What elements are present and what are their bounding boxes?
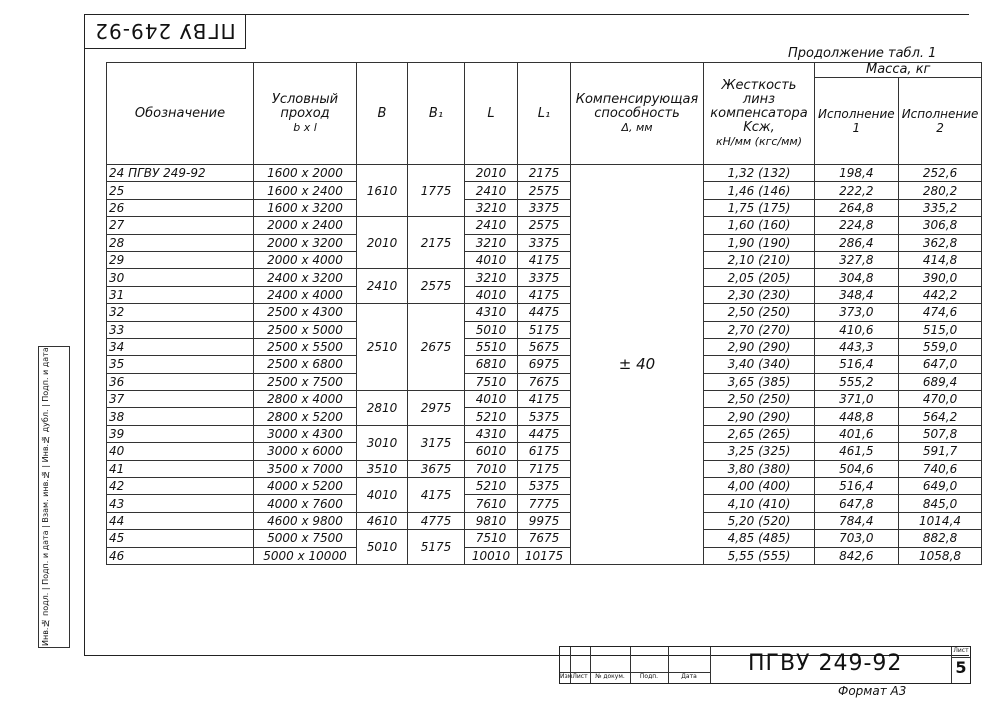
mass-v1-cell: 842,6 (815, 547, 899, 564)
title-block-labels (560, 672, 710, 683)
table-row (107, 547, 982, 564)
mass-v1-cell: 224,8 (815, 217, 899, 234)
designation-cell: 24 ПГВУ 249-92 (107, 165, 254, 182)
l-cell: 2010 (465, 165, 518, 182)
sheet-number: 5 (955, 658, 967, 677)
l-cell: 7510 (465, 530, 518, 547)
designation-cell: 31 (107, 286, 254, 303)
col-l: L (465, 63, 518, 165)
mass-v2-cell: 649,0 (898, 478, 982, 495)
mass-v2-cell: 845,0 (898, 495, 982, 512)
mass-v1-cell: 448,8 (815, 408, 899, 425)
stiffness-cell: 2,50 (250) (704, 391, 815, 408)
passage-cell: 2000 x 3200 (254, 234, 357, 251)
continuation-label: Продолжение табл. 1 (788, 46, 937, 61)
table-row (107, 512, 982, 529)
table-row (107, 338, 982, 355)
col-mass-v2: Исполнение 2 (898, 78, 982, 165)
designation-cell: 42 (107, 478, 254, 495)
mass-v2-cell: 470,0 (898, 391, 982, 408)
b1-cell: 2975 (408, 391, 465, 426)
b1-cell: 1775 (408, 165, 465, 217)
mass-v1-cell: 264,8 (815, 199, 899, 216)
stiffness-cell: 1,46 (146) (704, 182, 815, 199)
col-b: B (357, 63, 408, 165)
table-row (107, 165, 982, 182)
mass-v1-cell: 504,6 (815, 460, 899, 477)
l1-cell: 2175 (518, 165, 571, 182)
sheet-cell: Лист 5 (951, 647, 970, 683)
stiffness-cell: 2,05 (205) (704, 269, 815, 286)
col-b1: B₁ (408, 63, 465, 165)
col-l1: L₁ (518, 63, 571, 165)
mass-v2-cell: 507,8 (898, 425, 982, 442)
l-cell: 7510 (465, 373, 518, 390)
passage-cell: 2500 x 7500 (254, 373, 357, 390)
designation-cell: 46 (107, 547, 254, 564)
designation-cell: 33 (107, 321, 254, 338)
l1-cell: 4475 (518, 425, 571, 442)
stiffness-cell: 1,32 (132) (704, 165, 815, 182)
passage-cell: 2500 x 5500 (254, 338, 357, 355)
stamp-code: ПГВУ 249-92 (94, 19, 236, 43)
passage-cell: 3000 x 6000 (254, 443, 357, 460)
l1-cell: 3375 (518, 234, 571, 251)
b-cell: 2410 (357, 269, 408, 304)
passage-cell: 2500 x 6800 (254, 356, 357, 373)
stiffness-cell: 4,00 (400) (704, 478, 815, 495)
stiffness-cell: 4,85 (485) (704, 530, 815, 547)
mass-v2-cell: 689,4 (898, 373, 982, 390)
l1-cell: 4175 (518, 391, 571, 408)
mass-v1-cell: 373,0 (815, 304, 899, 321)
stiffness-cell: 3,80 (380) (704, 460, 815, 477)
mass-v2-cell: 515,0 (898, 321, 982, 338)
mass-v2-cell: 335,2 (898, 199, 982, 216)
table-row (107, 478, 982, 495)
designation-cell: 27 (107, 217, 254, 234)
l-cell: 3210 (465, 199, 518, 216)
b-cell: 5010 (357, 530, 408, 565)
passage-cell: 3000 x 4300 (254, 425, 357, 442)
stiffness-cell: 2,65 (265) (704, 425, 815, 442)
designation-cell: 40 (107, 443, 254, 460)
designation-cell: 25 (107, 182, 254, 199)
title-block-label: Лист (572, 673, 588, 680)
stiffness-cell: 1,90 (190) (704, 234, 815, 251)
l-cell: 9810 (465, 512, 518, 529)
mass-v2-cell: 362,8 (898, 234, 982, 251)
l-cell: 3210 (465, 269, 518, 286)
table-row (107, 286, 982, 303)
table-row (107, 217, 982, 234)
b1-cell: 4175 (408, 478, 465, 513)
b-cell: 4010 (357, 478, 408, 513)
mass-v2-cell: 474,6 (898, 304, 982, 321)
title-block-label: Подп. (639, 673, 659, 680)
l-cell: 7610 (465, 495, 518, 512)
l1-cell: 2575 (518, 217, 571, 234)
table-row (107, 443, 982, 460)
l-cell: 6810 (465, 356, 518, 373)
stiffness-cell: 3,65 (385) (704, 373, 815, 390)
mass-v1-cell: 304,8 (815, 269, 899, 286)
stiffness-cell: 5,20 (520) (704, 512, 815, 529)
l1-cell: 7675 (518, 373, 571, 390)
col-compensating: Компенсирующая способность Δ, мм (571, 63, 704, 165)
passage-cell: 2400 x 3200 (254, 269, 357, 286)
table-row (107, 460, 982, 477)
l-cell: 4310 (465, 304, 518, 321)
l-cell: 2410 (465, 217, 518, 234)
designation-cell: 41 (107, 460, 254, 477)
designation-cell: 37 (107, 391, 254, 408)
passage-cell: 2400 x 4000 (254, 286, 357, 303)
mass-v2-cell: 280,2 (898, 182, 982, 199)
passage-cell: 2800 x 4000 (254, 391, 357, 408)
mass-v1-cell: 443,3 (815, 338, 899, 355)
l-cell: 2410 (465, 182, 518, 199)
b-cell: 3010 (357, 425, 408, 460)
mass-v2-cell: 414,8 (898, 251, 982, 268)
l1-cell: 4175 (518, 286, 571, 303)
l-cell: 5510 (465, 338, 518, 355)
passage-cell: 4000 x 7600 (254, 495, 357, 512)
mass-v2-cell: 882,8 (898, 530, 982, 547)
passage-cell: 2500 x 4300 (254, 304, 357, 321)
table-row (107, 425, 982, 442)
table-row (107, 321, 982, 338)
stiffness-cell: 2,30 (230) (704, 286, 815, 303)
b-cell: 2810 (357, 391, 408, 426)
l-cell: 5210 (465, 408, 518, 425)
title-code: ПГВУ 249-92 (748, 651, 903, 676)
l1-cell: 4175 (518, 251, 571, 268)
table-row (107, 182, 982, 199)
mass-v2-cell: 390,0 (898, 269, 982, 286)
col-mass: Масса, кг (815, 63, 982, 78)
passage-cell: 1600 x 2000 (254, 165, 357, 182)
mass-v1-cell: 784,4 (815, 512, 899, 529)
mass-v2-cell: 306,8 (898, 217, 982, 234)
mass-v2-cell: 591,7 (898, 443, 982, 460)
b1-cell: 3675 (408, 460, 465, 477)
title-block-label: Изм (560, 673, 573, 680)
table-row (107, 356, 982, 373)
designation-cell: 39 (107, 425, 254, 442)
b-cell: 1610 (357, 165, 408, 217)
stiffness-cell: 1,75 (175) (704, 199, 815, 216)
designation-cell: 32 (107, 304, 254, 321)
table-row (107, 530, 982, 547)
designation-cell: 36 (107, 373, 254, 390)
l-cell: 3210 (465, 234, 518, 251)
mass-v1-cell: 286,4 (815, 234, 899, 251)
mass-v1-cell: 348,4 (815, 286, 899, 303)
side-stamp: Инв.№ подл. | Подп. и дата | Взам. инв.№ | Инв.№ дубл. | Подп. и дата (38, 346, 70, 648)
b1-cell: 2675 (408, 304, 465, 391)
compensating-cell: ± 40 (571, 165, 704, 565)
mass-v1-cell: 401,6 (815, 425, 899, 442)
col-designation: Обозначение (107, 63, 254, 165)
l1-cell: 3375 (518, 269, 571, 286)
l1-cell: 7675 (518, 530, 571, 547)
mass-v1-cell: 410,6 (815, 321, 899, 338)
l1-cell: 2575 (518, 182, 571, 199)
l1-cell: 6975 (518, 356, 571, 373)
l-cell: 6010 (465, 443, 518, 460)
stiffness-cell: 5,55 (555) (704, 547, 815, 564)
l-cell: 4010 (465, 251, 518, 268)
l1-cell: 9975 (518, 512, 571, 529)
table-row (107, 269, 982, 286)
mass-v1-cell: 516,4 (815, 478, 899, 495)
l1-cell: 4475 (518, 304, 571, 321)
designation-cell: 38 (107, 408, 254, 425)
l-cell: 5210 (465, 478, 518, 495)
b-cell: 2010 (357, 217, 408, 269)
designation-cell: 43 (107, 495, 254, 512)
title-block-label: № докум. (595, 673, 625, 680)
title-block-label: Дата (681, 673, 697, 680)
l1-cell: 3375 (518, 199, 571, 216)
stiffness-cell: 1,60 (160) (704, 217, 815, 234)
mass-v2-cell: 559,0 (898, 338, 982, 355)
b1-cell: 4775 (408, 512, 465, 529)
mass-v2-cell: 740,6 (898, 460, 982, 477)
passage-cell: 5000 x 7500 (254, 530, 357, 547)
l1-cell: 5375 (518, 408, 571, 425)
table-row (107, 199, 982, 216)
mass-v2-cell: 252,6 (898, 165, 982, 182)
l1-cell: 7775 (518, 495, 571, 512)
mass-v2-cell: 1058,8 (898, 547, 982, 564)
b1-cell: 2575 (408, 269, 465, 304)
l-cell: 4010 (465, 391, 518, 408)
passage-cell: 4000 x 5200 (254, 478, 357, 495)
col-passage: Условный проход b x l (254, 63, 357, 165)
designation-cell: 34 (107, 338, 254, 355)
mass-v1-cell: 461,5 (815, 443, 899, 460)
stiffness-cell: 2,70 (270) (704, 321, 815, 338)
table-row (107, 234, 982, 251)
mass-v2-cell: 564,2 (898, 408, 982, 425)
passage-cell: 4600 x 9800 (254, 512, 357, 529)
l1-cell: 5375 (518, 478, 571, 495)
mass-v1-cell: 516,4 (815, 356, 899, 373)
mass-v1-cell: 198,4 (815, 165, 899, 182)
stiffness-cell: 2,90 (290) (704, 338, 815, 355)
b1-cell: 3175 (408, 425, 465, 460)
stiffness-cell: 4,10 (410) (704, 495, 815, 512)
mass-v1-cell: 555,2 (815, 373, 899, 390)
designation-cell: 28 (107, 234, 254, 251)
l1-cell: 10175 (518, 547, 571, 564)
title-block (559, 646, 971, 684)
table-row (107, 304, 982, 321)
mass-v2-cell: 1014,4 (898, 512, 982, 529)
l-cell: 7010 (465, 460, 518, 477)
format-label: Формат А3 (838, 684, 907, 698)
designation-cell: 30 (107, 269, 254, 286)
stiffness-cell: 3,40 (340) (704, 356, 815, 373)
b1-cell: 2175 (408, 217, 465, 269)
l-cell: 5010 (465, 321, 518, 338)
b-cell: 2510 (357, 304, 408, 391)
mass-v2-cell: 647,0 (898, 356, 982, 373)
l1-cell: 6175 (518, 443, 571, 460)
l1-cell: 7175 (518, 460, 571, 477)
specification-table (106, 62, 982, 565)
table-row (107, 408, 982, 425)
b-cell: 4610 (357, 512, 408, 529)
stiffness-cell: 2,10 (210) (704, 251, 815, 268)
designation-cell: 45 (107, 530, 254, 547)
mass-v2-cell: 442,2 (898, 286, 982, 303)
col-stiffness: Жесткость линз компенсатора Kсж, кН/мм (кгс/мм) (704, 63, 815, 165)
passage-cell: 2000 x 4000 (254, 251, 357, 268)
mass-v1-cell: 371,0 (815, 391, 899, 408)
l1-cell: 5175 (518, 321, 571, 338)
mass-v1-cell: 647,8 (815, 495, 899, 512)
l-cell: 10010 (465, 547, 518, 564)
table-row (107, 373, 982, 390)
designation-cell: 35 (107, 356, 254, 373)
table-row (107, 391, 982, 408)
designation-cell: 29 (107, 251, 254, 268)
mass-v1-cell: 222,2 (815, 182, 899, 199)
passage-cell: 5000 x 10000 (254, 547, 357, 564)
mass-v1-cell: 327,8 (815, 251, 899, 268)
designation-cell: 44 (107, 512, 254, 529)
designation-cell: 26 (107, 199, 254, 216)
l-cell: 4310 (465, 425, 518, 442)
passage-cell: 2000 x 2400 (254, 217, 357, 234)
passage-cell: 2800 x 5200 (254, 408, 357, 425)
b-cell: 3510 (357, 460, 408, 477)
stiffness-cell: 2,50 (250) (704, 304, 815, 321)
top-stamp (84, 14, 246, 49)
stiffness-cell: 3,25 (325) (704, 443, 815, 460)
mass-v1-cell: 703,0 (815, 530, 899, 547)
passage-cell: 2500 x 5000 (254, 321, 357, 338)
table-row (107, 251, 982, 268)
passage-cell: 1600 x 2400 (254, 182, 357, 199)
b1-cell: 5175 (408, 530, 465, 565)
l-cell: 4010 (465, 286, 518, 303)
passage-cell: 1600 x 3200 (254, 199, 357, 216)
table-row (107, 495, 982, 512)
stiffness-cell: 2,90 (290) (704, 408, 815, 425)
col-mass-v1: Исполнение 1 (815, 78, 899, 165)
passage-cell: 3500 x 7000 (254, 460, 357, 477)
l1-cell: 5675 (518, 338, 571, 355)
